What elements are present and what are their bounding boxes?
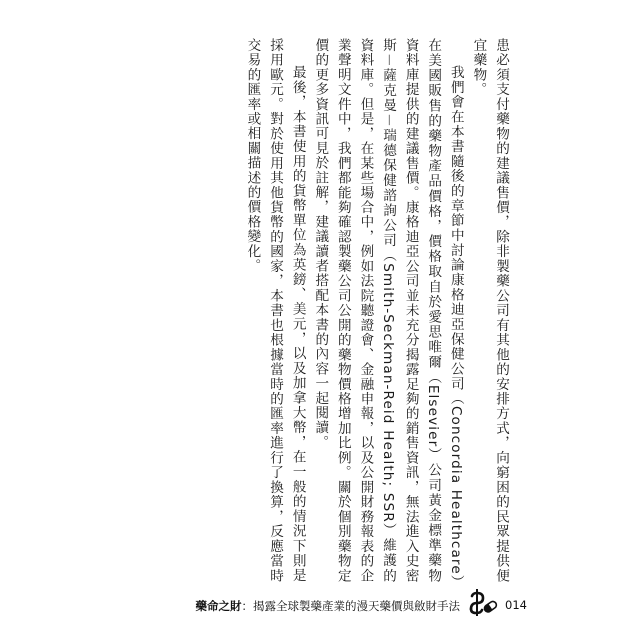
dollar-sign-logo-icon bbox=[465, 587, 499, 617]
page-footer bbox=[0, 593, 640, 617]
body-text bbox=[241, 38, 512, 583]
running-title bbox=[196, 598, 461, 614]
book-title: 藥命之財 bbox=[195, 599, 242, 613]
paragraph-2: 我們會在本書隨後的章節中討論康格迪亞保健公司（Concordia Healthcare）在美國販售的藥物產品價格，價格取自於愛思唯爾（Elsevier）公司黃金標準藥物資料庫提供的建議售價。康格迪亞公司並未充分揭露足夠的銷售資訊，無法進入史密斯－薩克曼－瑞德保健諮詢公司（Smith-Seckman-Reid Health; SSR）維護的資料庫。但是，在某些場合中，例如法院聽證會、金融申報，以及公開財務報表的企業聲明文件中，我們都能夠確認製藥公司公開的藥物價格增加比例。關於個別藥物定價的更多資訊可見於註解，建議讀者搭配本書的內容一起閱讀。 bbox=[312, 38, 464, 583]
paragraph-3: 最後，本書使用的貨幣單位為英鎊、美元，以及加拿大幣，在一般的情況下則是採用歐元。對於使用其他貨幣的國家，本書也根據當時的匯率進行了換算，反應當時交易的匯率或相關描述的價格變化。 bbox=[244, 38, 306, 583]
book-subtitle: ：揭露全球製藥產業的漫天藥價與斂財手法 bbox=[241, 599, 460, 613]
paragraph-1: 患必須支付藥物的建議售價，除非製藥公司有其他的安排方式，向窮困的民眾提供便宜藥物。 bbox=[470, 38, 509, 583]
page-number: 014 bbox=[505, 598, 527, 612]
